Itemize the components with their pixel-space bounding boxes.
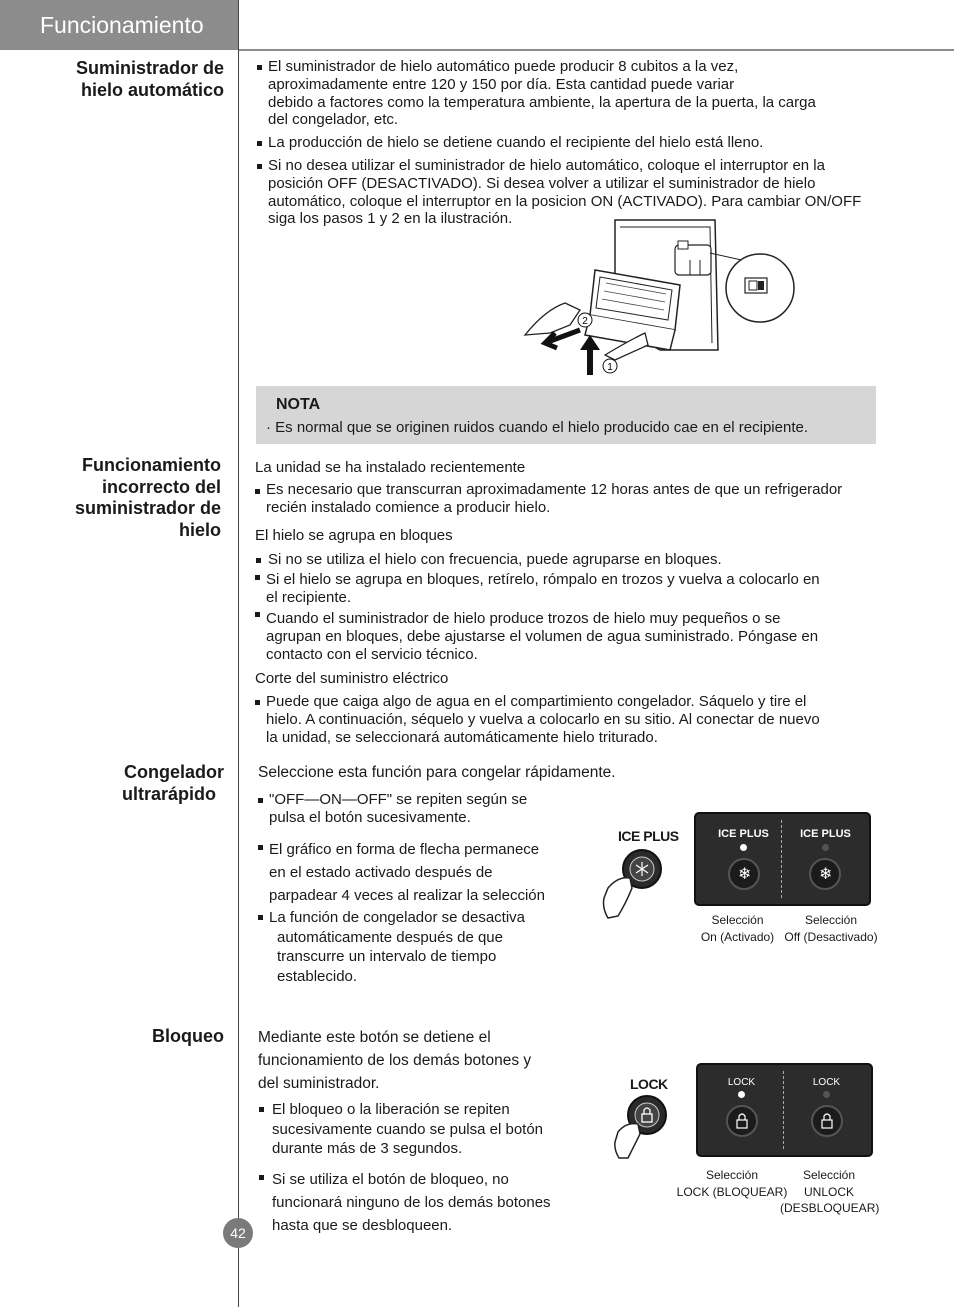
section-title-line: Funcionamiento xyxy=(82,455,221,475)
panel-label-unlock: LOCK xyxy=(812,1077,841,1088)
text-line: Si el hielo se agrupa en bloques, retírelo, rómpalo en trozos y vuelva a colocarlo en xyxy=(266,571,820,588)
bullet-text xyxy=(266,610,896,663)
bullet-marker xyxy=(255,575,260,580)
caption-line: Selección xyxy=(705,1168,759,1182)
bullet-text xyxy=(269,791,569,827)
page-title: Funcionamiento xyxy=(40,11,204,38)
caption-line: On (Activado) xyxy=(700,929,775,944)
ice-plus-panel-button-on xyxy=(728,858,760,890)
note-title: NOTA xyxy=(276,396,321,413)
section-title-line: hielo xyxy=(178,519,221,540)
bullet-marker xyxy=(257,164,262,169)
step-1-label: 1 xyxy=(607,362,613,373)
indicator-on xyxy=(740,844,747,851)
indicator-unlock xyxy=(823,1091,830,1098)
text-line: Es necesario que transcurran aproximadamente 12 horas antes de que un refrigerador xyxy=(266,481,843,498)
text-line: contacto con el servicio técnico. xyxy=(266,645,478,663)
text-line: Puede que caiga algo de agua en el compartimiento congelador. Sáquelo y tire el xyxy=(266,693,807,710)
bullet-marker xyxy=(259,1107,264,1112)
bullet-marker xyxy=(258,915,263,920)
indicator-lock xyxy=(738,1091,745,1098)
text-line: en el estado activado después de xyxy=(269,864,493,881)
caption-line: Off (Desactivado) xyxy=(784,929,878,944)
ice-plus-button-label: ICE PLUS xyxy=(618,828,679,844)
lock-panel-button-on xyxy=(726,1105,758,1137)
text-line: agrupan en bloques, debe ajustarse el volumen de agua suministrado. Póngase en xyxy=(266,627,819,645)
lock-icon xyxy=(728,1107,756,1135)
text-line: El bloqueo o la liberación se repiten xyxy=(272,1101,510,1118)
bullet-text xyxy=(266,571,896,607)
text-line: recién instalado comience a producir hielo. xyxy=(266,498,551,516)
lock-intro xyxy=(258,1026,573,1095)
text-line: El suministrador de hielo automático puede producir 8 cubitos a la vez, xyxy=(268,58,739,75)
caption-off xyxy=(780,912,882,945)
column-divider xyxy=(238,0,239,1307)
subheading-ice-clumps: El hielo se agrupa en bloques xyxy=(255,527,453,544)
section-title-line: Congelador xyxy=(123,762,224,782)
bullet-text xyxy=(266,693,896,746)
text-line: hielo. A continuación, séquelo y vuelva a colocarlo en su sitio. Al conectar de nuevo xyxy=(266,710,820,728)
lock-panel-button-off xyxy=(811,1105,843,1137)
caption-line: Selección xyxy=(711,913,764,927)
note-box xyxy=(256,386,876,444)
text-line: sucesivamente cuando se pulsa el botón xyxy=(272,1120,544,1138)
bullet-text xyxy=(268,58,896,129)
caption-line: (DESBLOQUEAR) xyxy=(780,1201,880,1215)
section-title-ice-plus xyxy=(40,762,224,805)
text-line: debido a factores como la temperatura ambiente, la apertura de la puerta, la carga xyxy=(268,93,816,111)
caption-line: Selección xyxy=(804,913,858,927)
text-line: La producción de hielo se detiene cuando el recipiente del hielo está lleno. xyxy=(268,134,764,151)
subheading-power-outage: Corte del suministro eléctrico xyxy=(255,670,449,687)
text-line: Si se utiliza el botón de bloqueo, no xyxy=(272,1171,509,1188)
bullet-marker xyxy=(255,489,260,494)
indicator-off xyxy=(822,844,829,851)
text-line: siga los pasos 1 y 2 en la ilustración. xyxy=(268,210,513,228)
text-line: funcionamiento de los demás botones y xyxy=(258,1052,532,1069)
page-number: 42 xyxy=(223,1218,253,1248)
ice-plus-button[interactable] xyxy=(598,848,668,920)
section-title-lock: Bloqueo xyxy=(152,1026,224,1046)
finger-icon xyxy=(615,1124,640,1158)
finger-icon xyxy=(604,878,633,918)
caption-unlock xyxy=(780,1167,878,1217)
bullet-marker xyxy=(258,845,263,850)
text-line: establecido. xyxy=(277,967,358,985)
section-title-line: suministrador de xyxy=(74,498,221,518)
section-title-malfunction xyxy=(40,455,221,541)
text-line: Cuando el suministrador de hielo produce trozos de hielo muy pequeños o se xyxy=(266,610,781,627)
text-line: "OFF—ON—OFF" se repiten según se xyxy=(269,791,528,808)
text-line: transcurre un intervalo de tiempo xyxy=(277,948,497,965)
lock-button[interactable] xyxy=(612,1094,674,1160)
caption-on xyxy=(690,912,785,945)
ice-plus-intro: Seleccione esta función para congelar rápidamente. xyxy=(258,764,616,781)
bullet-text xyxy=(268,551,896,569)
note-text: · Es normal que se originen ruidos cuando el hielo producido cae en el recipiente. xyxy=(266,419,808,436)
section-title-line: ultrarápido xyxy=(121,783,216,804)
text-line: pulsa el botón sucesivamente. xyxy=(269,808,471,826)
step-2-label: 2 xyxy=(582,316,588,327)
panel-label-lock: LOCK xyxy=(727,1077,756,1088)
subheading-recent-install: La unidad se ha instalado recientemente xyxy=(255,459,526,476)
text-line: parpadear 4 veces al realizar la selección xyxy=(269,887,545,904)
bullet-text xyxy=(272,1168,587,1237)
bullet-marker xyxy=(259,1175,264,1180)
bullet-text xyxy=(269,908,569,986)
section-title-line: hielo automático xyxy=(80,79,224,100)
caption-line: LOCK (BLOQUEAR) xyxy=(676,1184,788,1199)
ice-plus-panel-button-off xyxy=(809,858,841,890)
text-line: La función de congelador se desactiva xyxy=(269,909,526,926)
text-line: automáticamente después de que xyxy=(277,928,503,946)
ice-maker-illustration xyxy=(520,215,800,380)
bullet-marker xyxy=(257,141,262,146)
text-line: automático, coloque el interruptor en la posicion ON (ACTIVADO). Para cambiar ON/OFF xyxy=(268,192,862,210)
text-line: durante más de 3 segundos. xyxy=(272,1140,463,1157)
lock-button-label: LOCK xyxy=(630,1076,668,1092)
text-line: Mediante este botón se detiene el xyxy=(258,1029,491,1046)
caption-line: UNLOCK xyxy=(803,1184,854,1199)
text-line: Si no se utiliza el hielo con frecuencia, puede agruparse en bloques. xyxy=(268,551,722,568)
snowflake-icon: ❄ xyxy=(738,866,752,883)
bullet-marker xyxy=(255,612,260,617)
panel-divider xyxy=(783,1071,785,1149)
text-line: hasta que se desbloqueen. xyxy=(272,1217,453,1234)
ice-plus-display-panel xyxy=(694,812,871,906)
text-line: la unidad, se seleccionará automáticamente hielo triturado. xyxy=(266,728,658,746)
text-line: funcionará ninguno de los demás botones xyxy=(272,1194,551,1211)
bullet-marker xyxy=(256,558,261,563)
text-line: El gráfico en forma de flecha permanece xyxy=(269,841,540,858)
header-rule xyxy=(238,49,954,51)
text-line: del suministrador. xyxy=(258,1075,380,1092)
unlock-icon xyxy=(813,1107,841,1135)
snowflake-icon: ❄ xyxy=(819,866,833,883)
panel-label-on: ICE PLUS xyxy=(718,828,769,840)
text-line: posición OFF (DESACTIVADO). Si desea volver a utilizar el suministrador de hielo xyxy=(268,174,816,192)
text-line: el recipiente. xyxy=(266,588,352,606)
text-line: del congelador, etc. xyxy=(268,111,399,129)
section-title-line: Suministrador de xyxy=(75,58,224,78)
bullet-marker xyxy=(258,798,263,803)
bullet-text xyxy=(268,134,896,152)
text-line: Si no desea utilizar el suministrador de hielo automático, coloque el interruptor en la xyxy=(268,157,825,174)
caption-lock xyxy=(676,1167,788,1200)
section-title-line: incorrecto del xyxy=(101,476,221,497)
bullet-text xyxy=(266,481,896,517)
panel-label-off: ICE PLUS xyxy=(800,828,851,840)
page-header-tab xyxy=(0,0,238,50)
caption-line: Selección xyxy=(802,1168,856,1182)
lock-display-panel xyxy=(696,1063,873,1157)
panel-divider xyxy=(781,820,783,898)
bullet-text xyxy=(272,1100,572,1159)
text-line: aproximadamente entre 120 y 150 por día. Esta cantidad puede variar xyxy=(268,75,735,93)
bullet-marker xyxy=(257,65,262,70)
section-title-ice-dispenser xyxy=(40,58,224,101)
bullet-marker xyxy=(255,700,260,705)
bullet-text xyxy=(269,838,569,907)
